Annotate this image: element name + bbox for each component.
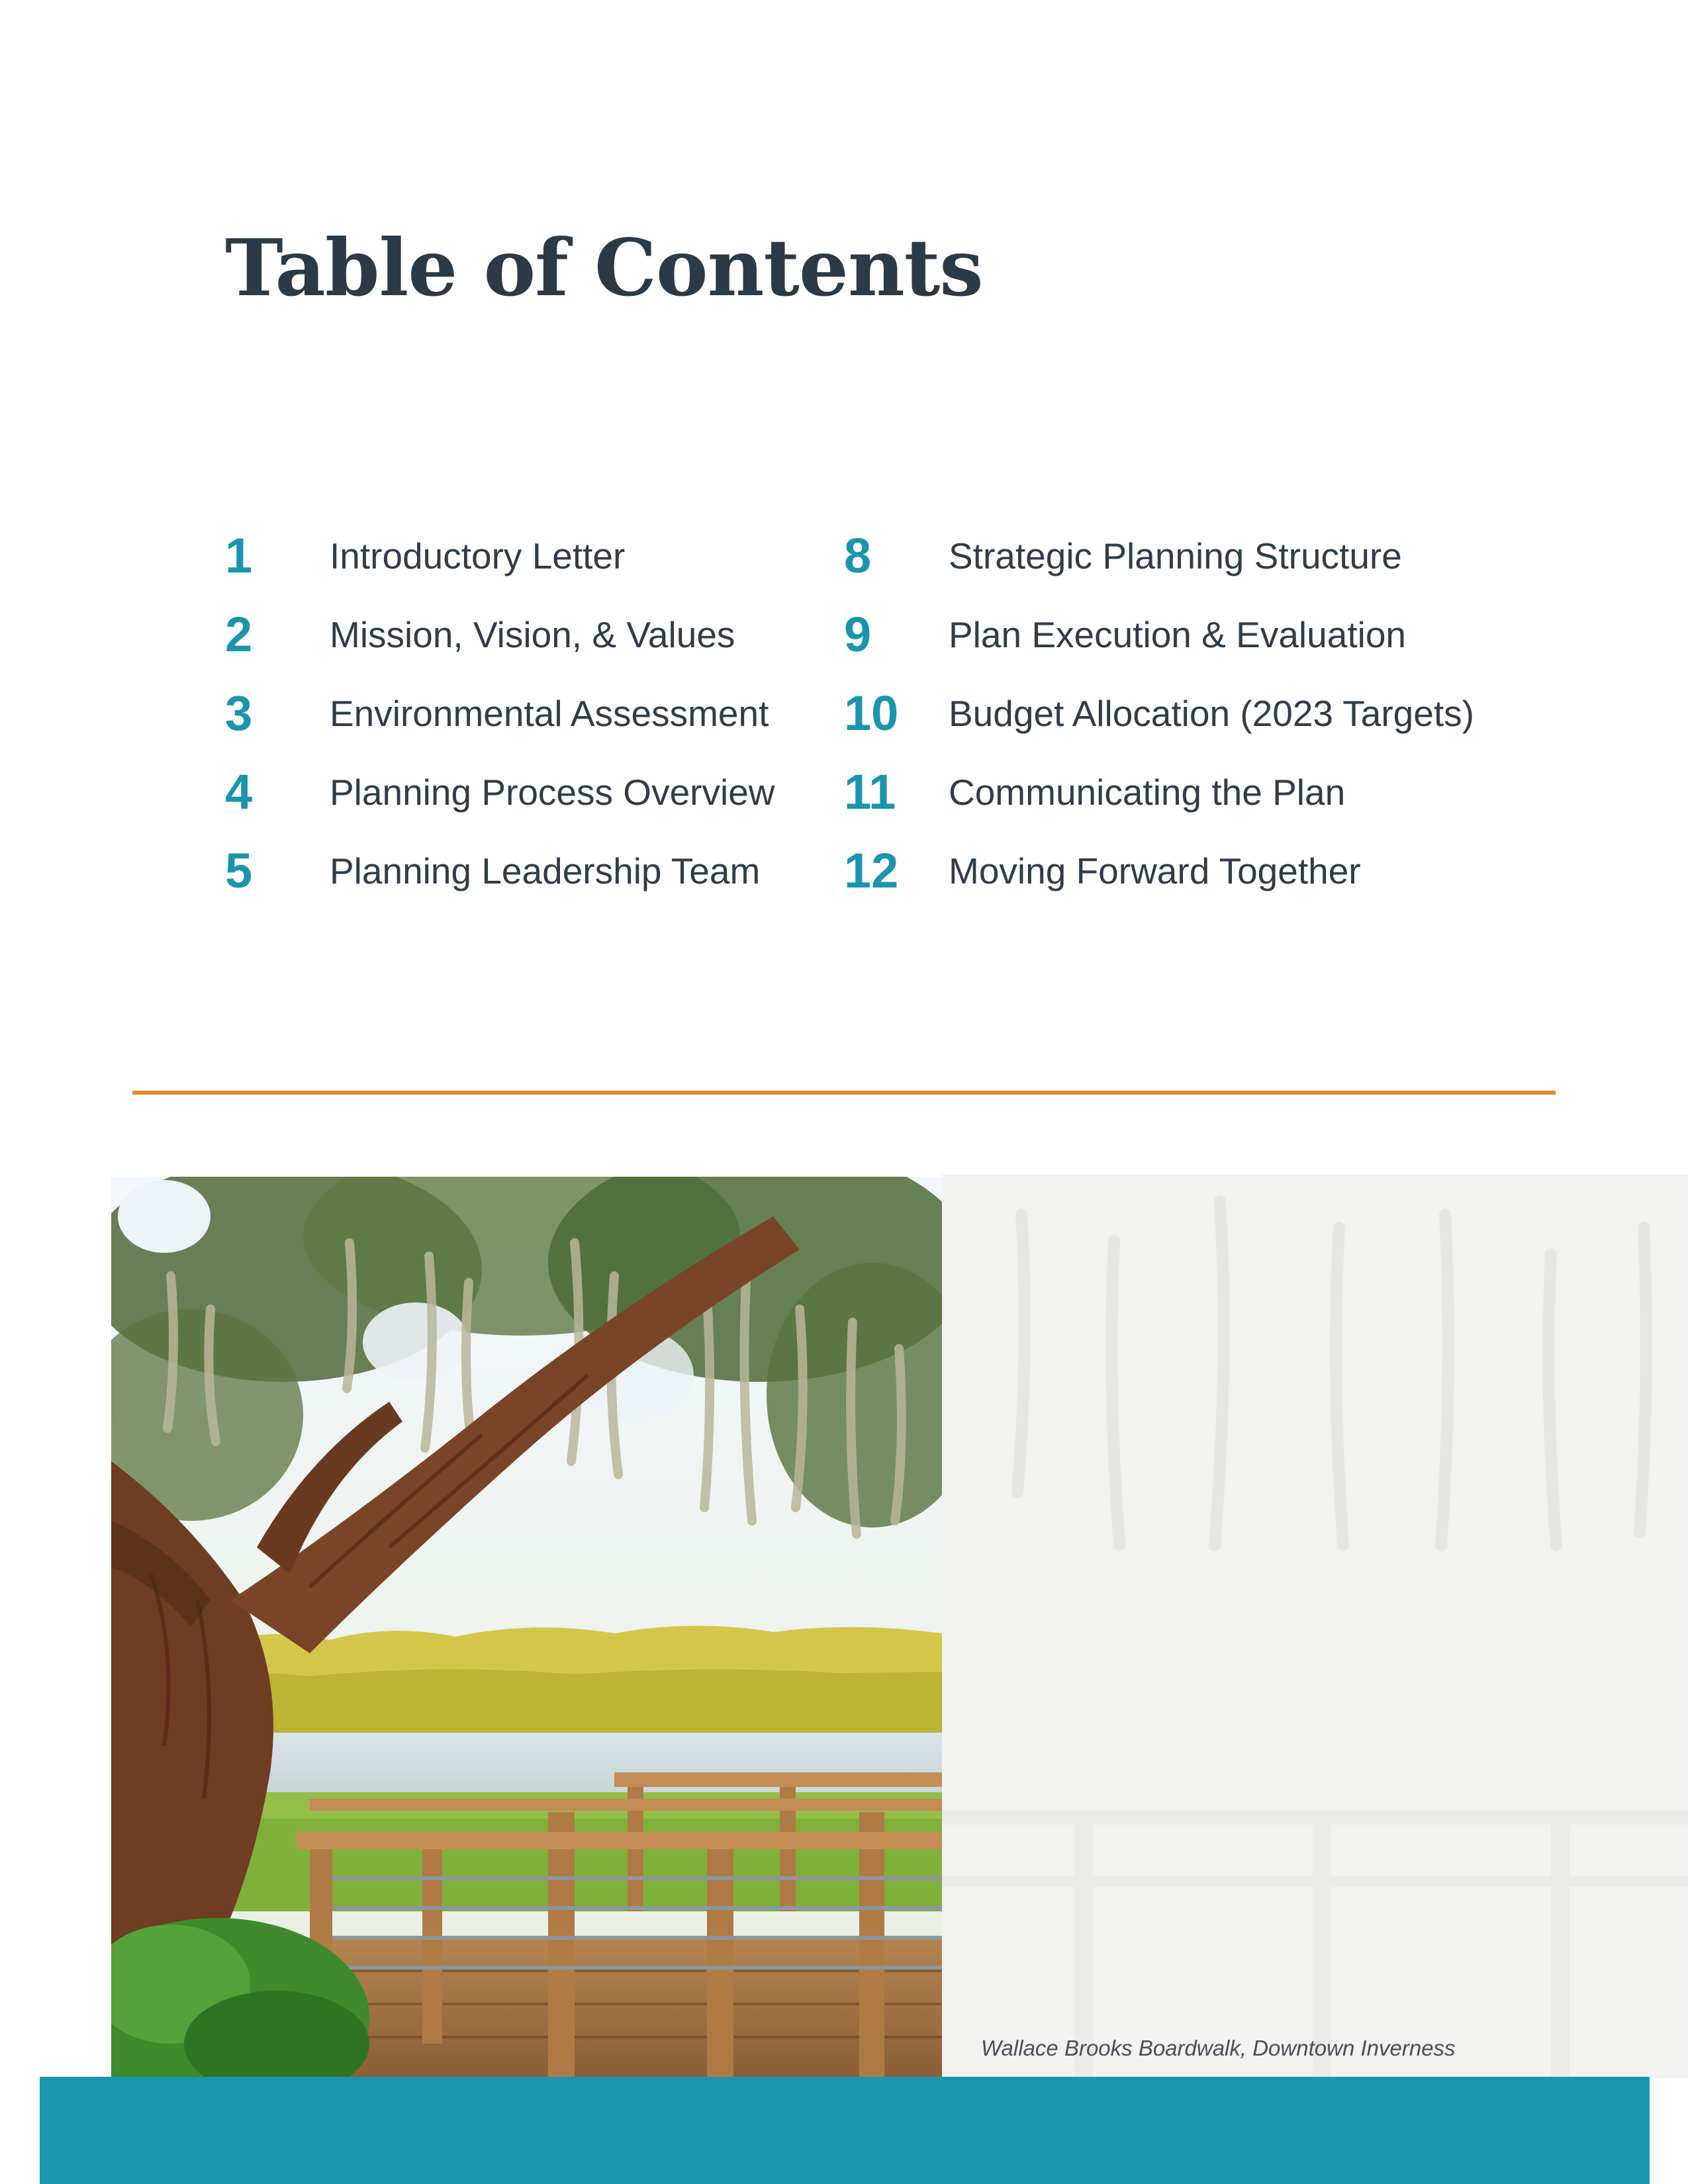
toc-entry-planning-leadership-team[interactable]: [225, 831, 821, 910]
toc-entry-strategic-planning-structure[interactable]: [844, 516, 1440, 595]
toc-entry-number: 5: [225, 843, 253, 898]
page-title: Table of Contents: [225, 222, 983, 314]
section-divider: [132, 1091, 1556, 1095]
toc-entry-label: Budget Allocation (2023 Targets): [949, 692, 1474, 734]
toc-entry-label: Strategic Planning Structure: [949, 535, 1402, 576]
toc-entry-number: 4: [225, 764, 253, 819]
toc-entry-label: Planning Leadership Team: [330, 850, 761, 891]
toc-entry-budget-allocation[interactable]: [844, 674, 1474, 752]
toc-entry-plan-execution-evaluation[interactable]: [844, 595, 1440, 674]
toc-entry-moving-forward-together[interactable]: [844, 831, 1440, 910]
toc-entry-label: Introductory Letter: [330, 535, 626, 576]
toc-entry-introductory-letter[interactable]: [225, 516, 821, 595]
toc-entry-mission-vision-values[interactable]: [225, 595, 821, 674]
faded-background-photo: [942, 1175, 1688, 2078]
toc-entry-label: Mission, Vision, & Values: [330, 614, 735, 655]
toc-entry-number: 2: [225, 607, 253, 662]
toc-entry-number: 1: [225, 528, 253, 583]
toc-entry-communicating-the-plan[interactable]: [844, 752, 1440, 831]
toc-entry-label: Plan Execution & Evaluation: [949, 614, 1406, 655]
toc-entry-environmental-assessment[interactable]: [225, 674, 821, 752]
toc-column-left: [225, 516, 821, 910]
toc-column-right: [844, 516, 1474, 910]
faded-photo-illustration: [942, 1175, 1688, 2078]
toc-entry-label: Planning Process Overview: [330, 771, 775, 813]
photo-caption: Wallace Brooks Boardwalk, Downtown Inverness: [981, 2036, 1456, 2060]
toc-entry-planning-process-overview[interactable]: [225, 752, 821, 831]
boardwalk-photo-illustration: [111, 1177, 942, 2078]
footer-band: [40, 2077, 1650, 2184]
toc-entry-label: Communicating the Plan: [949, 771, 1346, 813]
toc-entry-number: 3: [225, 686, 253, 741]
toc-entry-label: Environmental Assessment: [330, 692, 769, 734]
toc-entry-number: 8: [844, 528, 872, 583]
toc-entry-number: 10: [844, 686, 899, 741]
toc-entry-number: 12: [844, 843, 899, 898]
toc-entry-number: 11: [844, 764, 896, 819]
toc-entry-label: Moving Forward Together: [949, 850, 1361, 891]
toc-entry-number: 9: [844, 607, 872, 662]
boardwalk-photo: [111, 1177, 942, 2078]
